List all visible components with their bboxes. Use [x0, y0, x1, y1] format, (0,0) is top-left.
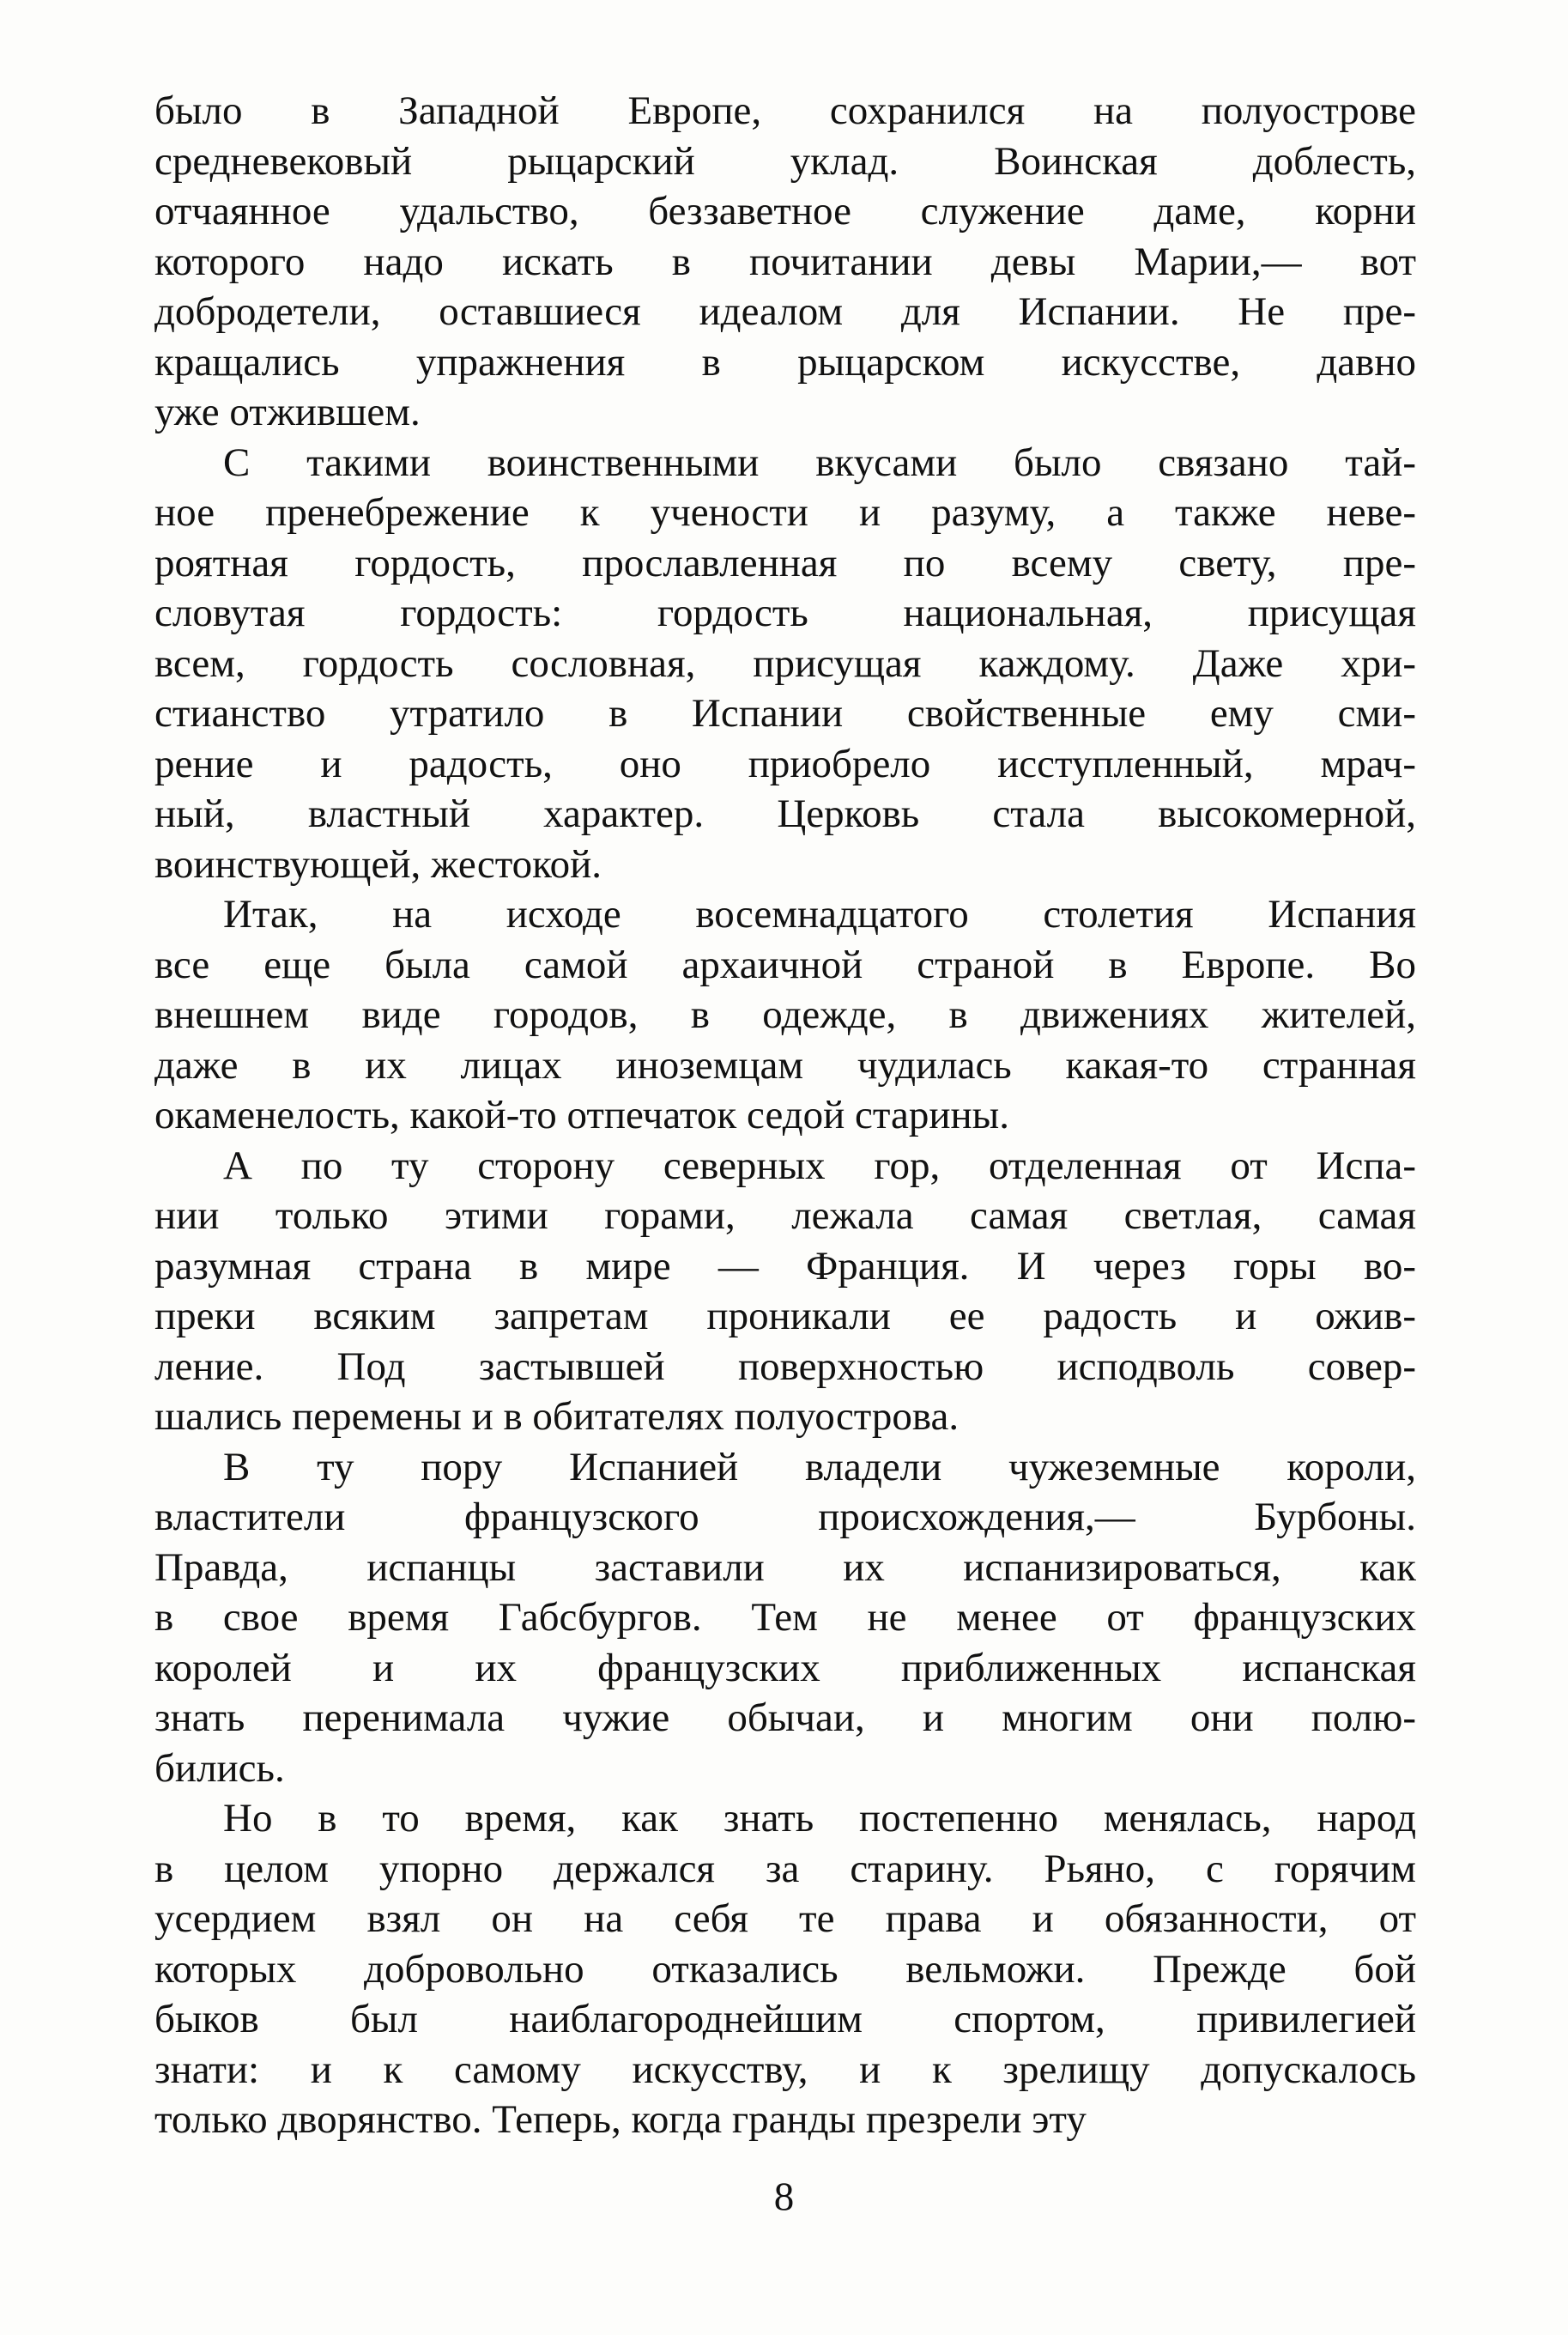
text-line: добродетели, оставшиеся идеалом для Испании. Не пре-	[154, 289, 1416, 334]
paragraph	[154, 86, 1416, 438]
text-line: всем, гордость сословная, присущая каждому. Даже хри-	[154, 640, 1416, 686]
text-line: окаменелость, какой-то отпечаток седой старины.	[154, 1093, 1009, 1137]
text-line: С такими воинственными вкусами было связано тай-	[223, 440, 1416, 485]
text-line: знати: и к самому искусству, и к зрелищу допускалось	[154, 2047, 1416, 2092]
text-line: знать перенимала чужие обычаи, и многим они полю-	[154, 1695, 1416, 1740]
text-line: даже в их лицах иноземцам чудилась какая-то странная	[154, 1042, 1416, 1088]
text-line: все еще была самой архаичной страной в Европе. Во	[154, 942, 1416, 987]
text-line: внешнем виде городов, в одежде, в движениях жителей,	[154, 992, 1416, 1037]
paragraph	[154, 1442, 1416, 1794]
text-line: нии только этими горами, лежала самая светлая, самая	[154, 1193, 1416, 1238]
text-line: было в Западной Европе, сохранился на полуострове	[154, 88, 1416, 133]
text-line: воинствующей, жестокой.	[154, 841, 602, 887]
text-line: кращались упражнения в рыцарском искусстве, давно	[154, 339, 1416, 385]
text-line: А по ту сторону северных гор, отделенная от Испа-	[223, 1143, 1416, 1188]
text-line: преки всяким запретам проникали ее радость и ожив-	[154, 1294, 1416, 1338]
text-line: стианство утратило в Испании свойственные ему сми-	[154, 691, 1416, 736]
text-line: словутая гордость: гордость национальная, присущая	[154, 591, 1416, 635]
paragraph	[154, 438, 1416, 890]
text-line: отчаянное удальство, беззаветное служение даме, корни	[154, 189, 1416, 234]
text-line: которых добровольно отказались вельможи. Прежде бой	[154, 1946, 1416, 1992]
text-line: в свое время Габсбургов. Тем не менее от французских	[154, 1595, 1416, 1640]
text-line: Но в то время, как знать постепенно менялась, народ	[223, 1796, 1416, 1841]
text-line: властители французского происхождения,— Бурбоны.	[154, 1495, 1416, 1539]
text-line: роятная гордость, прославленная по всему свету, пре-	[154, 540, 1416, 585]
text-line: шались перемены и в обитателях полуострова.	[154, 1394, 960, 1439]
text-line: быков был наиблагороднейшим спортом, привилегией	[154, 1997, 1416, 2041]
text-line: Итак, на исходе восемнадцатого столетия Испания	[223, 892, 1416, 937]
text-line: ное пренебрежение к учености и разуму, а также неве-	[154, 490, 1416, 535]
text-line: рение и радость, оно приобрело исступленный, мрач-	[154, 741, 1416, 786]
text-line: ление. Под застывшей поверхностью исподволь совер-	[154, 1343, 1416, 1389]
paragraph	[154, 889, 1416, 1141]
text-line: усердием взял он на себя те права и обязанности, от	[154, 1896, 1416, 1941]
text-line: которого надо искать в почитании девы Марии,— вот	[154, 239, 1416, 284]
text-line: бились.	[154, 1745, 285, 1791]
text-line: ный, властный характер. Церковь стала высокомерной,	[154, 791, 1416, 836]
paragraph	[154, 1141, 1416, 1442]
text-line: Правда, испанцы заставили их испанизироваться, как	[154, 1544, 1416, 1590]
text-line: в целом упорно держался за старину. Рьяно, с горячим	[154, 1846, 1416, 1891]
text-line: В ту пору Испанией владели чужеземные короли,	[223, 1444, 1416, 1489]
page-number: 8	[773, 2174, 795, 2219]
text-line: королей и их французских приближенных испанская	[154, 1645, 1416, 1690]
text-line: только дворянство. Теперь, когда гранды презрели эту	[154, 2097, 1087, 2142]
text-line: средневековый рыцарский уклад. Воинская доблесть,	[154, 138, 1416, 184]
paragraph	[154, 1793, 1416, 2145]
body-text	[154, 86, 1416, 2145]
text-line: уже отжившем.	[154, 390, 421, 434]
text-line: разумная страна в мире — Франция. И через горы во-	[154, 1243, 1416, 1289]
